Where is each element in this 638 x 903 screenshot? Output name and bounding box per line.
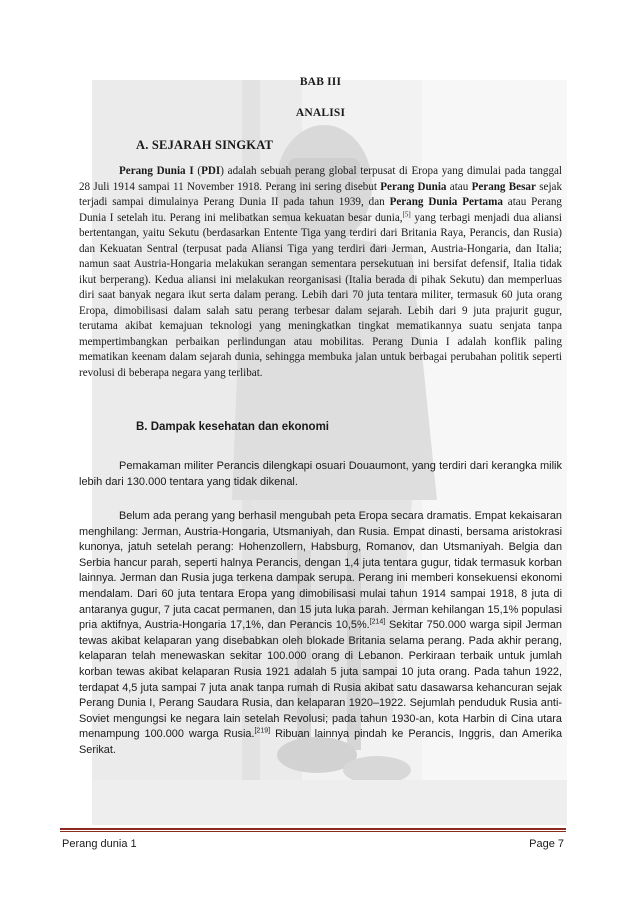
paragraph-text: atau Perang Dunia I setelah itu. Perang ini melibatkan semua kekuatan besar dunia,	[79, 196, 562, 224]
citation-link[interactable]: [219]	[254, 727, 271, 735]
paragraph-text: Ribuan lainnya pindah ke Perancis, Inggris, dan Amerika Serikat.	[79, 728, 562, 756]
footer-divider-thin	[60, 831, 566, 832]
chapter-number: BAB III	[299, 76, 342, 88]
bold-term: PDI	[201, 165, 221, 177]
section-a-heading: A. SEJARAH SINGKAT	[136, 138, 274, 152]
citation-link[interactable]: [5]	[402, 209, 411, 218]
footer-divider	[60, 828, 566, 830]
bold-term: Perang Dunia I	[119, 165, 194, 177]
chapter-title: ANALISI	[295, 107, 346, 119]
paragraph-text: Belum ada perang yang berhasil mengubah peta Eropa secara dramatis. Empat kekaisaran menghilang: Jerman, Austria-Hongaria, Utsmaniyah, dan Rusia. Empat dinasti, bersama aristokrasi kunonya, jatuh setelah perang: Hohenzollern, Habsburg, Romanov, dan Utsmaniyah. Belgia dan Serbia hancur parah, seperti halnya Perancis, dengan 1,4 juta tentara gugur, tidak termasuk korban lainnya. Jerman dan Rusia juga terkena dampak serupa. Perang ini memberi konsekuensi ekonomi mendalam. Dari 60 juta tentara Eropa yang dimobilisasi mulai tahun 1914 sampai 1918, 8 juta di antaranya gugur, 7 juta cacat permanen, dan 15 juta luka parah. Jerman kehilangan 15,1% populasi pria aktifnya, Austria-Hongaria 17,1%, dan Perancis 10,5%.	[79, 510, 562, 632]
section-b-heading: B. Dampak kesehatan dan ekonomi	[136, 421, 330, 433]
citation-link[interactable]: [214]	[369, 618, 386, 626]
footer-document-title: Perang dunia 1	[62, 838, 137, 850]
bold-term: Perang Dunia Pertama	[389, 196, 503, 208]
paragraph-text: (	[193, 165, 202, 177]
paragraph-text: yang terbagi menjadi dua aliansi bertentangan, yaitu Sekutu (berdasarkan Entente Tiga yang terdiri dari Britania Raya, Perancis, dan Rusia) dan Kekuatan Sentral (terpusat pada Aliansi Tiga yang terdiri dari Jerman, Austria-Hongaria, dan Italia; namun saat Austria-Hongaria melakukan serangan sementara persekutuan ini bersifat defensif, Italia tidak ikut berperang). Kedua aliansi ini melakukan reorganisasi (Italia berada di pihak Sekutu) dan memperluas diri saat banyak negara ikut serta dalam perang. Lebih dari 70 juta tentara militer, termasuk 60 juta orang Eropa, dimobilisasi dalam salah satu perang terbesar dalam sejarah. Lebih dari 9 juta prajurit gugur, terutama akibat kemajuan teknologi yang meningkatkan tingkat mematikannya suatu senjata tanpa mempertimbangkan perbaikan perlindungan atau mobilitas. Perang Dunia I adalah konflik paling mematikan keenam dalam sejarah dunia, sehingga membuka jalan untuk berbagai perubahan politik seperti revolusi di beberapa negara yang terlibat.	[79, 211, 562, 379]
footer-page-number: Page 7	[529, 838, 564, 850]
paragraph-text: Sekitar 750.000 warga sipil Jerman tewas akibat kelaparan yang disebabkan oleh blokade Britania selama perang. Pada akhir perang, kelaparan telah menewaskan sekitar 100.000 orang di Lebanon. Perkiraan terbaik untuk jumlah korban tewas akibat kelaparan Rusia 1921 adalah 5 juta sampai 10 juta orang. Pada tahun 1922, terdapat 4,5 juta sampai 7 juta anak tanpa rumah di Rusia akibat satu dasawarsa kehancuran sejak Perang Dunia I, Perang Saudara Rusia, dan kelaparan 1920–1922. Sejumlah penduduk Rusia anti-Soviet mengungsi ke negara lain setelah Revolusi; pada tahun 1930-an, kota Harbin di Cina utara menampung 100.000 warga Rusia.	[79, 619, 562, 741]
section-b-paragraph-2	[79, 509, 562, 759]
bold-term: Perang Dunia	[380, 180, 447, 193]
paragraph-text: atau	[446, 180, 472, 193]
section-a-paragraph	[79, 164, 562, 381]
paragraph-text: sejak terjadi sampai dimulainya Perang Dunia II pada tahun 1939, dan	[79, 180, 562, 208]
section-b-paragraph-1: Pemakaman militer Perancis dilengkapi osuari Douaumont, yang terdiri dari kerangka milik lebih dari 130.000 tentara yang tidak dikenal.	[79, 460, 562, 488]
paragraph-text: ) adalah sebuah perang global terpusat di Eropa yang dimulai pada tanggal 28 Juli 1914 sampai 11 November 1918. Perang ini sering disebut	[79, 165, 563, 193]
bold-term: Perang Besar	[471, 180, 536, 193]
